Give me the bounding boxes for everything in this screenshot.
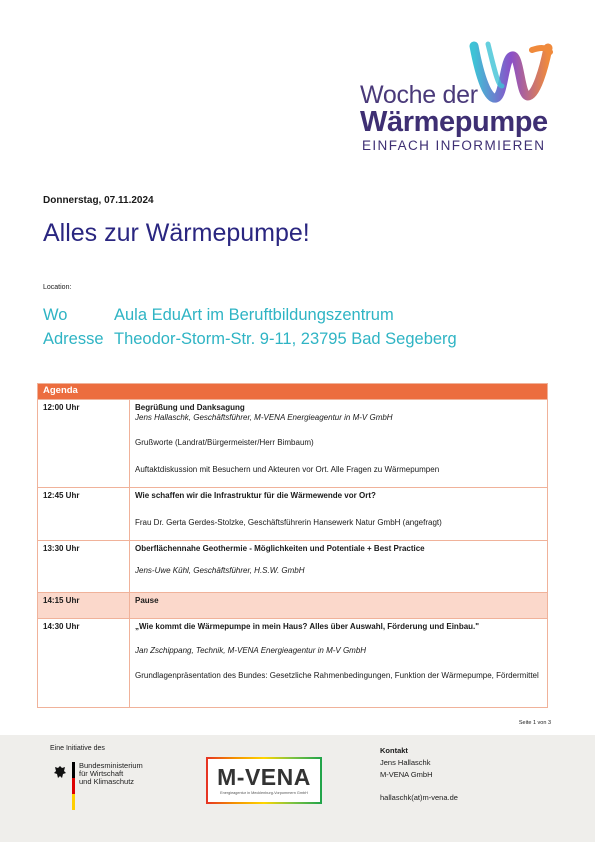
agenda-content	[130, 619, 547, 707]
agenda-time: 14:15 Uhr	[38, 593, 130, 618]
logo-text-line1: Woche der	[360, 81, 478, 109]
page-title: Alles zur Wärmepumpe!	[43, 219, 310, 247]
mvena-logo-text: M-VENA	[217, 764, 311, 790]
bmwk-name: Bundesministerium für Wirtschaft und Klimaschutz	[79, 761, 143, 786]
agenda-row	[38, 618, 547, 707]
page-number: Seite 1 von 3	[518, 720, 551, 726]
federal-eagle-icon	[52, 764, 68, 780]
logo-text-line2: Wärmepumpe	[360, 106, 548, 138]
location-wo-row	[43, 306, 394, 325]
location-adresse-row	[43, 330, 457, 349]
agenda-row-pause	[38, 592, 547, 618]
initiative-label: Eine Initiative des	[50, 745, 105, 752]
logo-wave-icon	[466, 38, 554, 106]
agenda-item-title: Begrüßung und Danksagung	[135, 403, 245, 412]
agenda-row	[38, 399, 547, 487]
agenda-item-title: Wie schaffen wir die Infrastruktur für die Wärmewende vor Ort?	[135, 491, 376, 500]
contact-email[interactable]: hallaschk(at)m-vena.de	[380, 793, 458, 802]
mvena-logo-subtitle: Energieagentur in Mecklenburg-Vorpommern GmbH	[220, 791, 308, 795]
contact-heading: Kontakt	[380, 746, 408, 755]
event-date: Donnerstag, 07.11.2024	[43, 195, 154, 206]
agenda-item-title: Pause	[135, 596, 159, 605]
location-wo-value: Aula EduArt im Beruftbildungszentrum	[114, 306, 394, 324]
agenda-item-title: Oberflächennahe Geothermie - Möglichkeiten und Potentiale + Best Practice	[135, 544, 425, 553]
agenda-table	[37, 383, 548, 708]
agenda-item-detail: Frau Dr. Gerta Gerdes-Stolzke, Geschäftsführerin Hansewerk Natur GmbH (angefragt)	[135, 518, 442, 527]
agenda-item-speaker: Jan Zschippang, Technik, M-VENA Energieagentur in M-V GmbH	[135, 646, 367, 655]
german-flag-stripe	[72, 762, 75, 810]
agenda-time: 12:45 Uhr	[38, 488, 130, 540]
agenda-item-title: „Wie kommt die Wärmepumpe in mein Haus? Alles über Auswahl, Förderung und Einbau."	[135, 622, 480, 631]
footer	[0, 735, 595, 842]
agenda-time: 13:30 Uhr	[38, 541, 130, 592]
agenda-item-speaker: Jens Hallaschk, Geschäftsführer, M-VENA Energieagentur in M-V GmbH	[135, 413, 393, 422]
contact-name: Jens Hallaschk	[380, 758, 431, 767]
agenda-row	[38, 487, 547, 540]
mvena-logo	[206, 757, 322, 804]
agenda-item-detail: Grußworte (Landrat/Bürgermeister/Herr Bimbaum)	[135, 438, 314, 447]
location-label: Location:	[43, 284, 72, 291]
agenda-content	[130, 488, 547, 540]
agenda-content	[130, 400, 547, 487]
agenda-time: 14:30 Uhr	[38, 619, 130, 707]
woche-der-waermepumpe-logo	[358, 36, 558, 156]
contact-org: M-VENA GmbH	[380, 770, 433, 779]
agenda-item-detail: Grundlagenpräsentation des Bundes: Gesetzliche Rahmenbedingungen, Funktion der Wärmepumpe, Fördermittel	[135, 671, 539, 680]
logo-tagline: EINFACH INFORMIEREN	[362, 138, 546, 153]
location-adresse-key: Adresse	[43, 330, 104, 348]
agenda-time: 12:00 Uhr	[38, 400, 130, 487]
bmwk-logo	[52, 762, 162, 812]
contact-block	[380, 745, 458, 804]
agenda-header: Agenda	[38, 384, 547, 399]
location-adresse-value: Theodor-Storm-Str. 9-11, 23795 Bad Segeberg	[114, 330, 457, 348]
agenda-content	[130, 593, 547, 618]
agenda-content	[130, 541, 547, 592]
agenda-item-detail: Auftaktdiskussion mit Besuchern und Akteuren vor Ort. Alle Fragen zu Wärmepumpen	[135, 465, 440, 474]
agenda-row	[38, 540, 547, 592]
agenda-item-speaker: Jens-Uwe Kühl, Geschäftsführer, H.S.W. GmbH	[135, 566, 305, 575]
location-wo-key: Wo	[43, 306, 68, 324]
